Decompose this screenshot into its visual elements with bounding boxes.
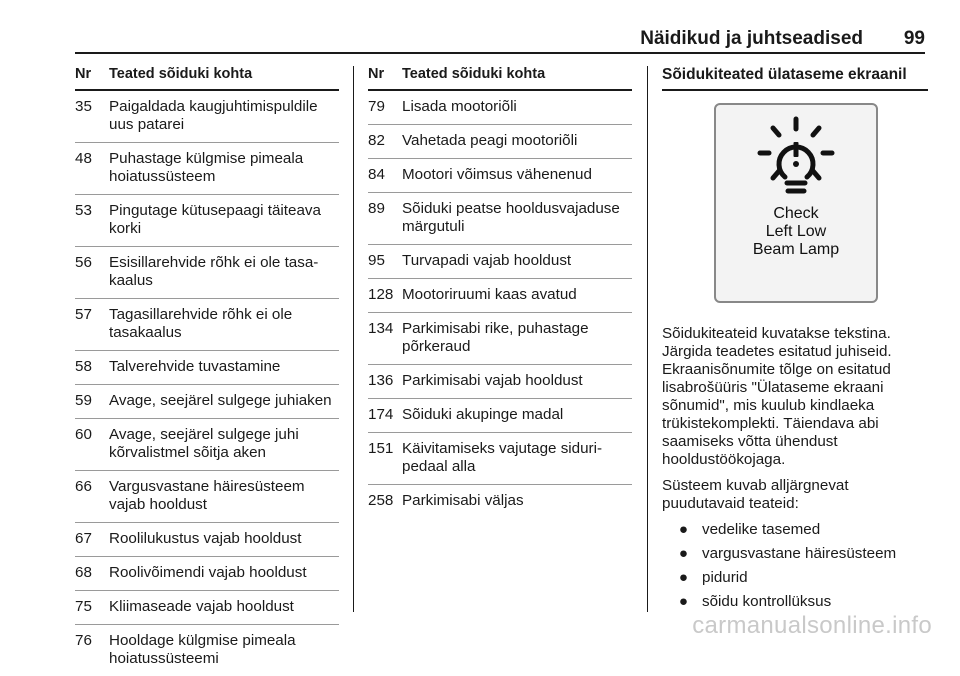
message-number: 48: [75, 150, 92, 167]
message-text: Käivitamiseks vajutage siduripedaal alla: [402, 440, 603, 475]
list-item: ● vedelike tasemed: [662, 521, 928, 539]
message-text: Avage, seejärel sulgege juhiaken: [109, 392, 332, 409]
message-number: 95: [368, 252, 385, 269]
message-text: Roolivõimendi vajab hooldust: [109, 564, 307, 581]
table-row: [368, 485, 632, 518]
message-number: 75: [75, 598, 92, 615]
message-number: 136: [368, 372, 394, 389]
table-row: [75, 195, 339, 247]
table-row: [75, 247, 339, 299]
table-row: [368, 125, 632, 159]
table-row: [75, 471, 339, 523]
message-number: 134: [368, 320, 394, 337]
column-header-text: Teated sõiduki kohta: [402, 66, 546, 82]
message-number: 151: [368, 440, 394, 457]
message-text: Kliimaseade vajab hooldust: [109, 598, 294, 615]
table-header: [75, 66, 339, 91]
message-text: Parkimisabi väljas: [402, 492, 524, 509]
message-number: 56: [75, 254, 92, 271]
message-text: Vargusvastane häiresüsteem vajab hooldust: [109, 478, 305, 513]
message-text: Vahetada peagi mootoriõli: [402, 132, 578, 149]
message-number: 67: [75, 530, 92, 547]
message-text: Hooldage külgmise pimeala hoiatussüsteemi: [109, 632, 296, 667]
table-row: [368, 245, 632, 279]
table-row: [368, 193, 632, 245]
message-table-left: [75, 66, 339, 676]
message-number: 128: [368, 286, 394, 303]
display-line: Left Low: [765, 223, 827, 240]
message-number: 89: [368, 200, 385, 217]
list-item: ● vargusvastane häiresüsteem: [662, 545, 928, 563]
column-header-text: Teated sõiduki kohta: [109, 66, 253, 82]
column-header-nr: Nr: [75, 66, 92, 82]
message-text: Roolilukustus vajab hooldust: [109, 530, 302, 547]
message-text: Paigaldada kaugjuhtimispuldile uus patarei: [109, 98, 318, 133]
message-text: Mootoriruumi kaas avatud: [402, 286, 577, 303]
message-text: Puhastage külgmise pimeala hoiatussüsteem: [109, 150, 304, 185]
message-text: Pingutage kütusepaagi täiteava korki: [109, 202, 321, 237]
message-text: Esisillarehvide rõhk ei ole tasakaalus: [109, 254, 319, 289]
table-row: [75, 143, 339, 195]
display-line: Beam Lamp: [752, 241, 840, 258]
table-row: [75, 91, 339, 143]
message-text: Lisada mootoriõli: [402, 98, 517, 115]
message-text: Parkimisabi rike, puhastage põrkeraud: [402, 320, 589, 355]
column-divider: [647, 66, 648, 612]
message-number: 53: [75, 202, 92, 219]
message-number: 76: [75, 632, 92, 649]
list-intro: Süsteem kuvab alljärgnevat puudutavaid teateid:: [662, 477, 849, 512]
table-row: [75, 351, 339, 385]
bullet-icon: ●: [678, 545, 688, 562]
message-number: 68: [75, 564, 92, 581]
table-row: [368, 313, 632, 365]
table-row: [75, 385, 339, 419]
message-number: 82: [368, 132, 385, 149]
message-number: 84: [368, 166, 385, 183]
message-table-right: [368, 66, 632, 518]
message-number: 57: [75, 306, 92, 323]
lamp-warning-icon: [756, 115, 836, 197]
table-row: [368, 433, 632, 485]
upper-display-section: [662, 66, 928, 617]
table-row: [75, 591, 339, 625]
table-row: [75, 299, 339, 351]
display-illustration: [714, 103, 878, 303]
column-divider: [353, 66, 354, 612]
message-text: Sõiduki akupinge madal: [402, 406, 564, 423]
message-number: 174: [368, 406, 394, 423]
list-item: ● pidurid: [662, 569, 928, 587]
display-message: [716, 205, 876, 259]
message-text: Talverehvide tuvastamine: [109, 358, 281, 375]
message-number: 79: [368, 98, 385, 115]
list-item: ● sõidu kontrollüksus: [662, 593, 928, 611]
table-row: [75, 625, 339, 676]
message-number: 59: [75, 392, 92, 409]
message-text: Tagasillarehvide rõhk ei ole tasakaalus: [109, 306, 293, 341]
table-header: [368, 66, 632, 91]
table-row: [368, 399, 632, 433]
column-header-nr: Nr: [368, 66, 385, 82]
intro-paragraph: Sõidukiteateid kuvatakse tekstina. Järgida teadetes esitatud juhiseid. Ekraanisõnumite tõlge on esitatud lisabrošüüris "Ülataseme ekraani sõnumid", mis kuulub kindlaeka trükistekomplekti. Täiendava abi saamiseks võtta ühendust hooldustöökojaga.: [662, 325, 892, 468]
message-text: Sõiduki peatse hooldusvajaduse märgutuli: [402, 200, 620, 235]
watermark: carmanualsonline.info: [692, 612, 932, 639]
page-number: 99: [903, 28, 925, 49]
table-row: [368, 159, 632, 193]
message-number: 66: [75, 478, 92, 495]
message-text: Avage, seejärel sulgege juhi kõrvalistmel sõitja aken: [109, 426, 299, 461]
page-header: [75, 28, 925, 54]
section-title: Sõidukiteated ülataseme ekraanil: [662, 66, 928, 91]
message-text: Parkimisabi vajab hooldust: [402, 372, 583, 389]
display-line: Check: [773, 205, 819, 222]
message-text: Mootori võimsus vähenenud: [402, 166, 592, 183]
table-row: [75, 557, 339, 591]
table-row: [368, 91, 632, 125]
message-number: 258: [368, 492, 394, 509]
table-row: [75, 523, 339, 557]
message-text: Turvapadi vajab hooldust: [402, 252, 572, 269]
message-number: 58: [75, 358, 92, 375]
bullet-icon: ●: [678, 593, 688, 610]
bullet-icon: ●: [678, 569, 688, 586]
message-number: 35: [75, 98, 92, 115]
message-category-list: [662, 521, 928, 611]
bullet-icon: ●: [678, 521, 688, 538]
chapter-title: Näidikud ja juhtseadised: [640, 28, 863, 49]
table-row: [75, 419, 339, 471]
table-row: [368, 365, 632, 399]
message-number: 60: [75, 426, 92, 443]
table-row: [368, 279, 632, 313]
